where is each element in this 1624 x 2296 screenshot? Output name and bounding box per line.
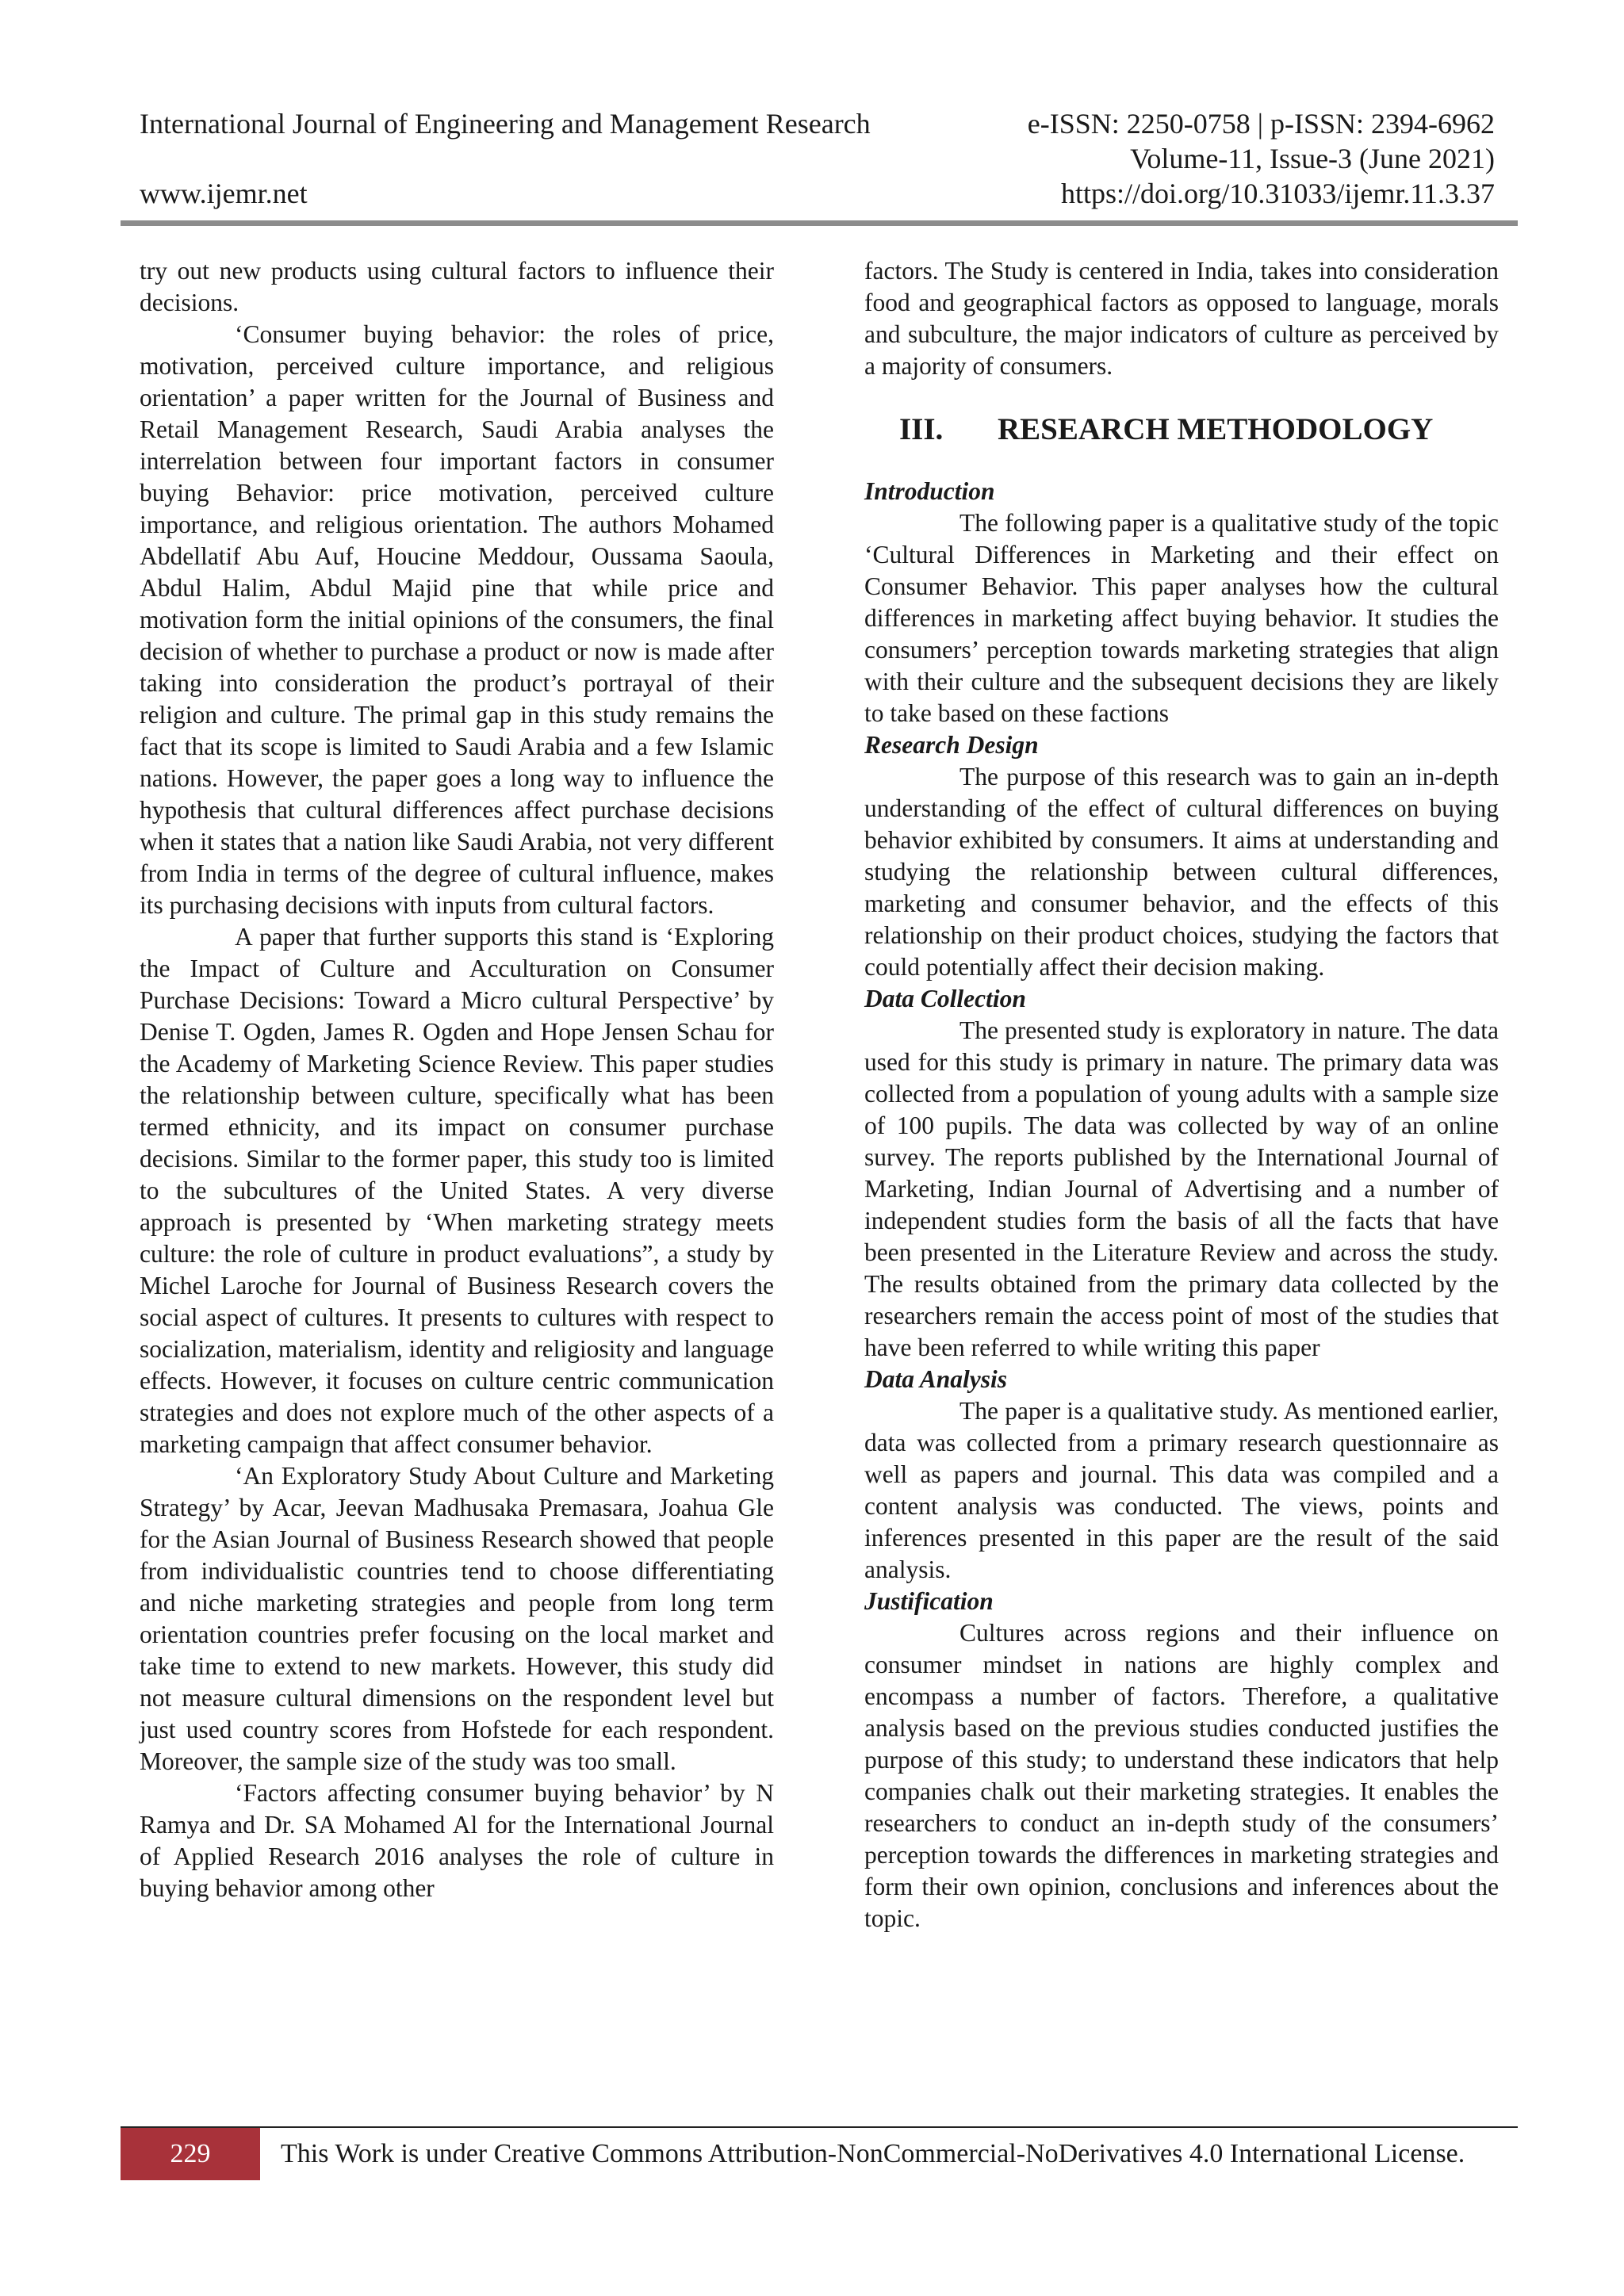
paragraph: ‘An Exploratory Study About Culture and Marketing Strategy’ by Acar, Jeevan Madhusaka Premasara, Joahua Gle for the Asian Journal of Business Research showed that people from individualistic countries tend to choose differentiating and niche marketing strategies and people from long term orientation countries prefer focusing on the local market and take time to extend to new markets. However, this study did not measure cultural dimensions on the respondent level but just used country scores from Hofstede for each respondent. Moreover, the sample size of the study was too small. xyxy=(140,1462,774,1775)
right-column xyxy=(864,255,1499,1934)
paragraph: Cultures across regions and their influence on consumer mindset in nations are highly complex and encompass a number of factors. Therefore, a qualitative analysis based on the previous studies conducted justifies the purpose of this study; to understand these indicators that help companies chalk out their marketing strategies. It enables the researchers to conduct an in-depth study of the consumers’ perception towards the differences in marketing strategies and form their own opinion, conclusions and inferences about the topic. xyxy=(864,1619,1499,1932)
subsection-data-collection: Data Collection xyxy=(864,985,1026,1012)
section-number: III. xyxy=(899,412,944,446)
footer-rule xyxy=(121,2126,1518,2128)
paragraph: try out new products using cultural factors to influence their decisions. xyxy=(140,257,774,316)
subsection-data-analysis: Data Analysis xyxy=(864,1365,1007,1393)
volume-issue: Volume-11, Issue-3 (June 2021) xyxy=(1130,143,1495,174)
section-title: RESEARCH METHODOLOGY xyxy=(998,412,1434,446)
issn: e-ISSN: 2250-0758 | p-ISSN: 2394-6962 xyxy=(1027,108,1495,140)
paragraph: ‘Factors affecting consumer buying behavior’ by N Ramya and Dr. SA Mohamed Al for the International Journal of Applied Research 2016 analyses the role of culture in buying behavior among other xyxy=(140,1779,774,1902)
paragraph: The following paper is a qualitative study of the topic ‘Cultural Differences in Marketing and their effect on Consumer Behavior. This paper analyses how the cultural differences in marketing affect buying behavior. It studies the consumers’ perception towards marketing strategies that align with their culture and the subsequent decisions they are likely to take based on these factions xyxy=(864,509,1499,727)
journal-website[interactable]: www.ijemr.net xyxy=(140,178,308,209)
page-header xyxy=(140,106,1495,211)
paragraph: A paper that further supports this stand is ‘Exploring the Impact of Culture and Acculturation on Consumer Purchase Decisions: Toward a Micro cultural Perspective’ by Denise T. Ogden, James R. Ogden and Hope Jensen Schau for the Academy of Marketing Science Review. This paper studies the relationship between culture, specifically what has been termed ethnicity, and its impact on consumer purchase decisions. Similar to the former paper, this study too is limited to the subcultures of the United States. A very diverse approach is presented by ‘When marketing strategy meets culture: the role of culture in product evaluations”, a study by Michel Laroche for Journal of Business Research covers the social aspect of cultures. It presents to cultures with respect to socialization, materialism, identity and religiosity and language effects. However, it focuses on culture centric communication strategies and does not explore much of the other aspects of a marketing campaign that affect consumer behavior. xyxy=(140,923,774,1458)
subsection-research-design: Research Design xyxy=(864,731,1039,759)
paragraph: factors. The Study is centered in India, takes into consideration food and geographical factors as opposed to language, morals and subculture, the major indicators of culture as perceived by a majority of consumers. xyxy=(864,257,1499,380)
license-notice: This Work is under Creative Commons Attribution-NonCommercial-NoDerivatives 4.0 International License. xyxy=(281,2139,1465,2168)
page-number: 229 xyxy=(121,2128,260,2180)
header-rule xyxy=(121,220,1518,226)
paragraph: ‘Consumer buying behavior: the roles of price, motivation, perceived culture importance, and religious orientation’ a paper written for the Journal of Business and Retail Management Research, Saudi Arabia analyses the interrelation between four important factors in consumer buying Behavior: price motivation, perceived culture importance, and religious orientation. The authors Mohamed Abdellatif Abu Auf, Houcine Meddour, Oussama Saoula, Abdul Halim, Abdul Majid pine that while price and motivation form the initial opinions of the consumers, the final decision of whether to purchase a product or now is made after taking into consideration the product’s portrayal of their religion and culture. The primal gap in this study remains the fact that its scope is limited to Saudi Arabia and a few Islamic nations. However, the paper goes a long way to influence the hypothesis that cultural differences affect purchase decisions when it states that a nation like Saudi Arabia, not very different from India in terms of the degree of cultural influence, makes its purchasing decisions with inputs from cultural factors. xyxy=(140,320,774,919)
paragraph: The presented study is exploratory in nature. The data used for this study is primary in nature. The primary data was collected from a population of young adults with a sample size of 100 pupils. The data was collected by way of an online survey. The reports published by the International Journal of Marketing, Indian Journal of Advertising and a number of independent studies form the basis of all the facts that have been presented in the Literature Review and across the study. The results obtained from the primary data collected by the researchers remain the access point of most of the studies that have been referred to while writing this paper xyxy=(864,1016,1499,1361)
left-column xyxy=(140,255,774,1904)
journal-name: International Journal of Engineering and Management Research xyxy=(140,108,871,140)
doi-link[interactable]: https://doi.org/10.31033/ijemr.11.3.37 xyxy=(1060,178,1495,209)
subsection-introduction: Introduction xyxy=(864,477,995,505)
subsection-justification: Justification xyxy=(864,1587,994,1615)
section-heading xyxy=(864,412,1499,447)
paragraph: The paper is a qualitative study. As mentioned earlier, data was collected from a primary research questionnaire as well as papers and journal. This data was compiled and a content analysis was conducted. The views, points and inferences presented in this paper are the result of the said analysis. xyxy=(864,1397,1499,1583)
paragraph: The purpose of this research was to gain an in-depth understanding of the effect of cultural differences on buying behavior exhibited by consumers. It aims at understanding and studying the relationship between cultural differences, marketing and consumer behavior, and the effects of this relationship on their product choices, studying the factors that could potentially affect their decision making. xyxy=(864,763,1499,981)
